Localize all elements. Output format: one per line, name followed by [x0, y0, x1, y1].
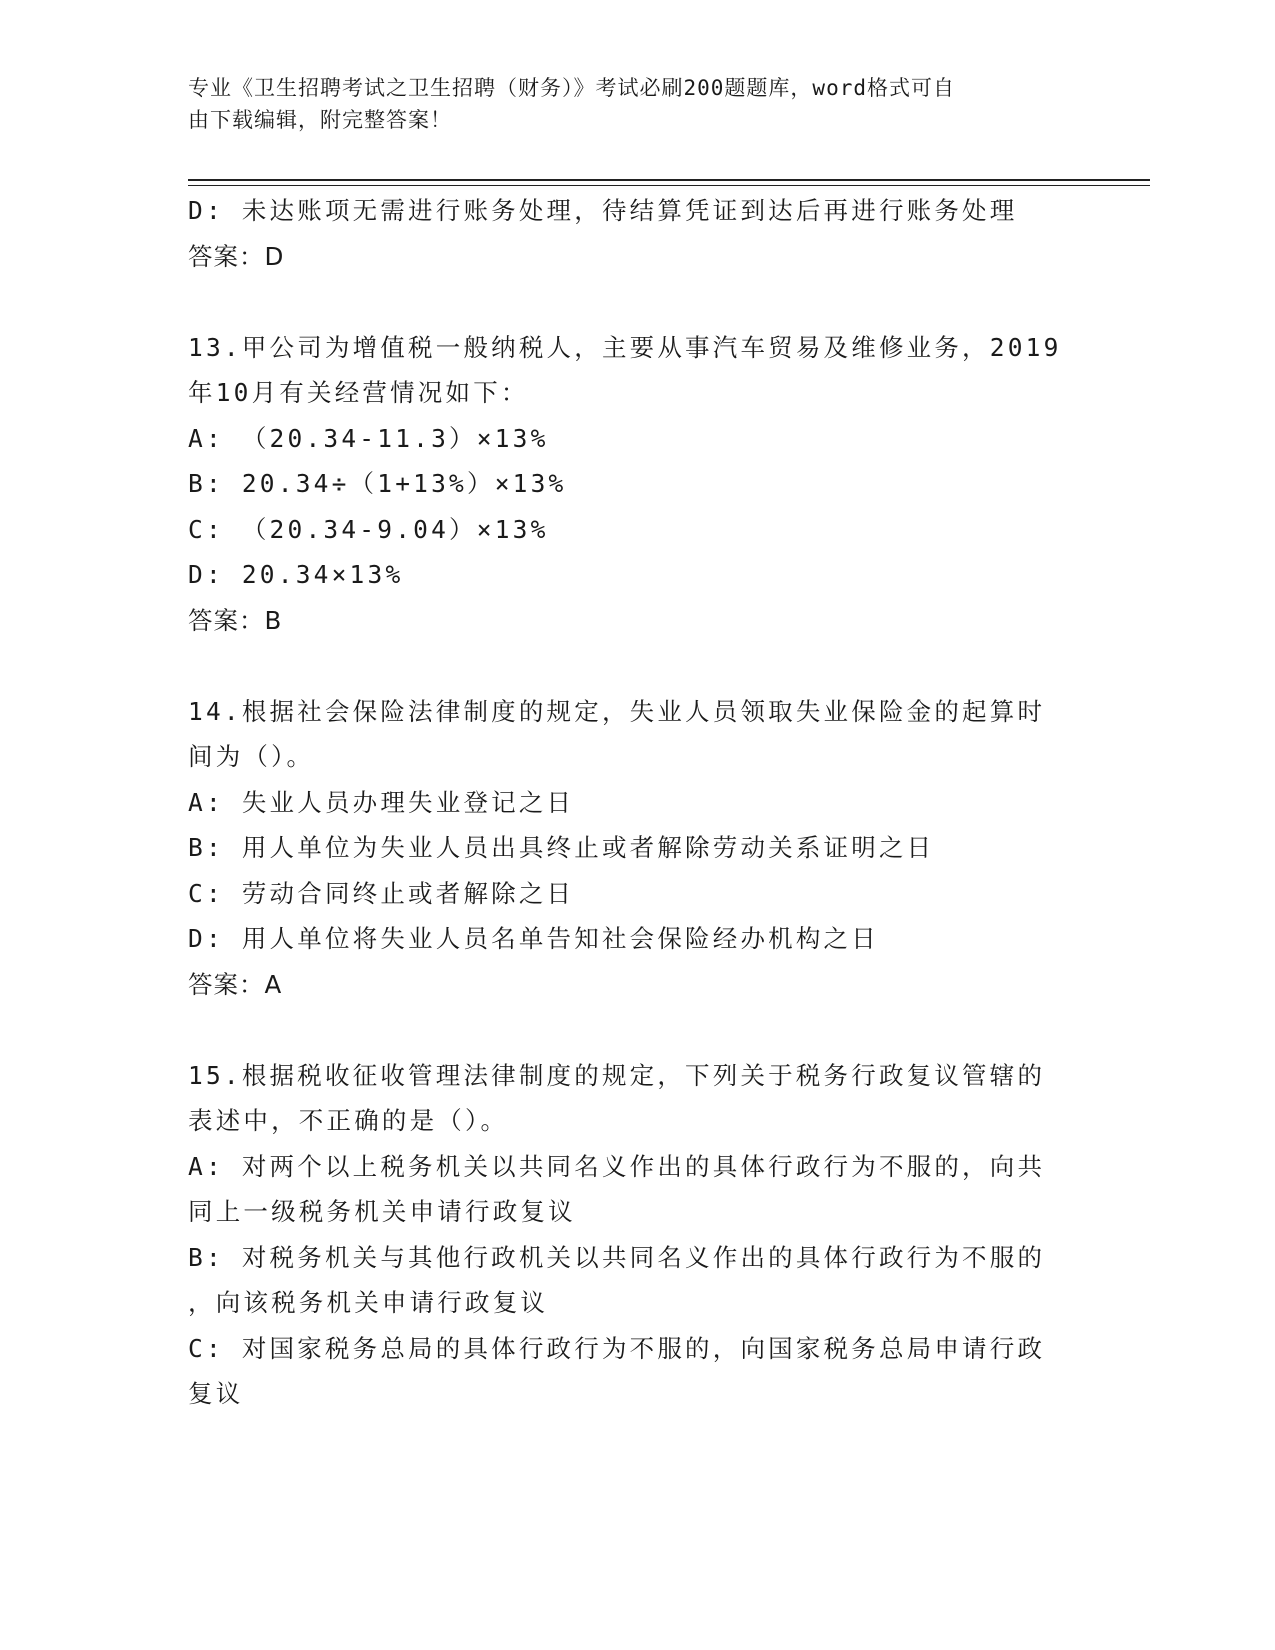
q12-option-d: D: 未达账项无需进行账务处理，待结算凭证到达后再进行账务处理	[188, 196, 1018, 225]
q14-option-c: C: 劳动合同终止或者解除之日	[188, 878, 575, 908]
q13-option-d: D: 20.34×13%	[188, 560, 404, 589]
q15-option-b-line-2: ，向该税务机关申请行政复议	[188, 1288, 549, 1317]
q13-option-b: B: 20.34÷（1+13%）×13%	[188, 469, 567, 498]
q13-stem-line-1: 13.甲公司为增值税一般纳税人，主要从事汽车贸易及维修业务，2019	[188, 332, 1062, 362]
question-spacer	[188, 643, 1088, 689]
q13-answer: 答案：B	[188, 605, 283, 635]
page-header	[188, 72, 1068, 136]
q15-option-c-line-2: 复议	[188, 1379, 244, 1408]
q15-stem-line-1: 15.根据税收征收管理法律制度的规定，下列关于税务行政复议管辖的	[188, 1060, 1046, 1090]
q14-stem-line-1: 14.根据社会保险法律制度的规定，失业人员领取失业保险金的起算时	[188, 696, 1046, 726]
q15-option-a-line-2: 同上一级税务机关申请行政复议	[188, 1197, 576, 1226]
header-divider-thick	[188, 179, 1150, 181]
q13-option-c: C: （20.34-9.04）×13%	[188, 514, 549, 544]
q15-option-b-line-1: B: 对税务机关与其他行政机关以共同名义作出的具体行政行为不服的	[188, 1242, 1046, 1272]
question-spacer	[188, 279, 1088, 325]
q14-option-b: B: 用人单位为失业人员出具终止或者解除劳动关系证明之日	[188, 833, 935, 862]
question-content	[188, 188, 1088, 1417]
q12-answer: 答案：D	[188, 241, 285, 271]
q14-option-d: D: 用人单位将失业人员名单告知社会保险经办机构之日	[188, 924, 879, 953]
q13-stem-line-2: 年10月有关经营情况如下：	[188, 378, 529, 407]
q15-option-c-line-1: C: 对国家税务总局的具体行政行为不服的，向国家税务总局申请行政	[188, 1333, 1046, 1363]
header-line-2: 由下载编辑，附完整答案！	[188, 108, 452, 132]
q14-option-a: A: 失业人员办理失业登记之日	[188, 787, 575, 817]
q13-option-a: A: （20.34-11.3）×13%	[188, 423, 549, 453]
q15-stem-line-2: 表述中，不正确的是（）。	[188, 1106, 509, 1135]
header-line-1: 专业《卫生招聘考试之卫生招聘（财务）》考试必刷200题题库，word格式可自	[188, 76, 955, 100]
q14-answer: 答案：A	[188, 969, 283, 999]
header-divider-thin	[188, 185, 1150, 186]
q15-option-a-line-1: A: 对两个以上税务机关以共同名义作出的具体行政行为不服的，向共	[188, 1151, 1046, 1181]
q14-stem-line-2: 间为（）。	[188, 742, 315, 771]
question-spacer	[188, 1007, 1088, 1053]
